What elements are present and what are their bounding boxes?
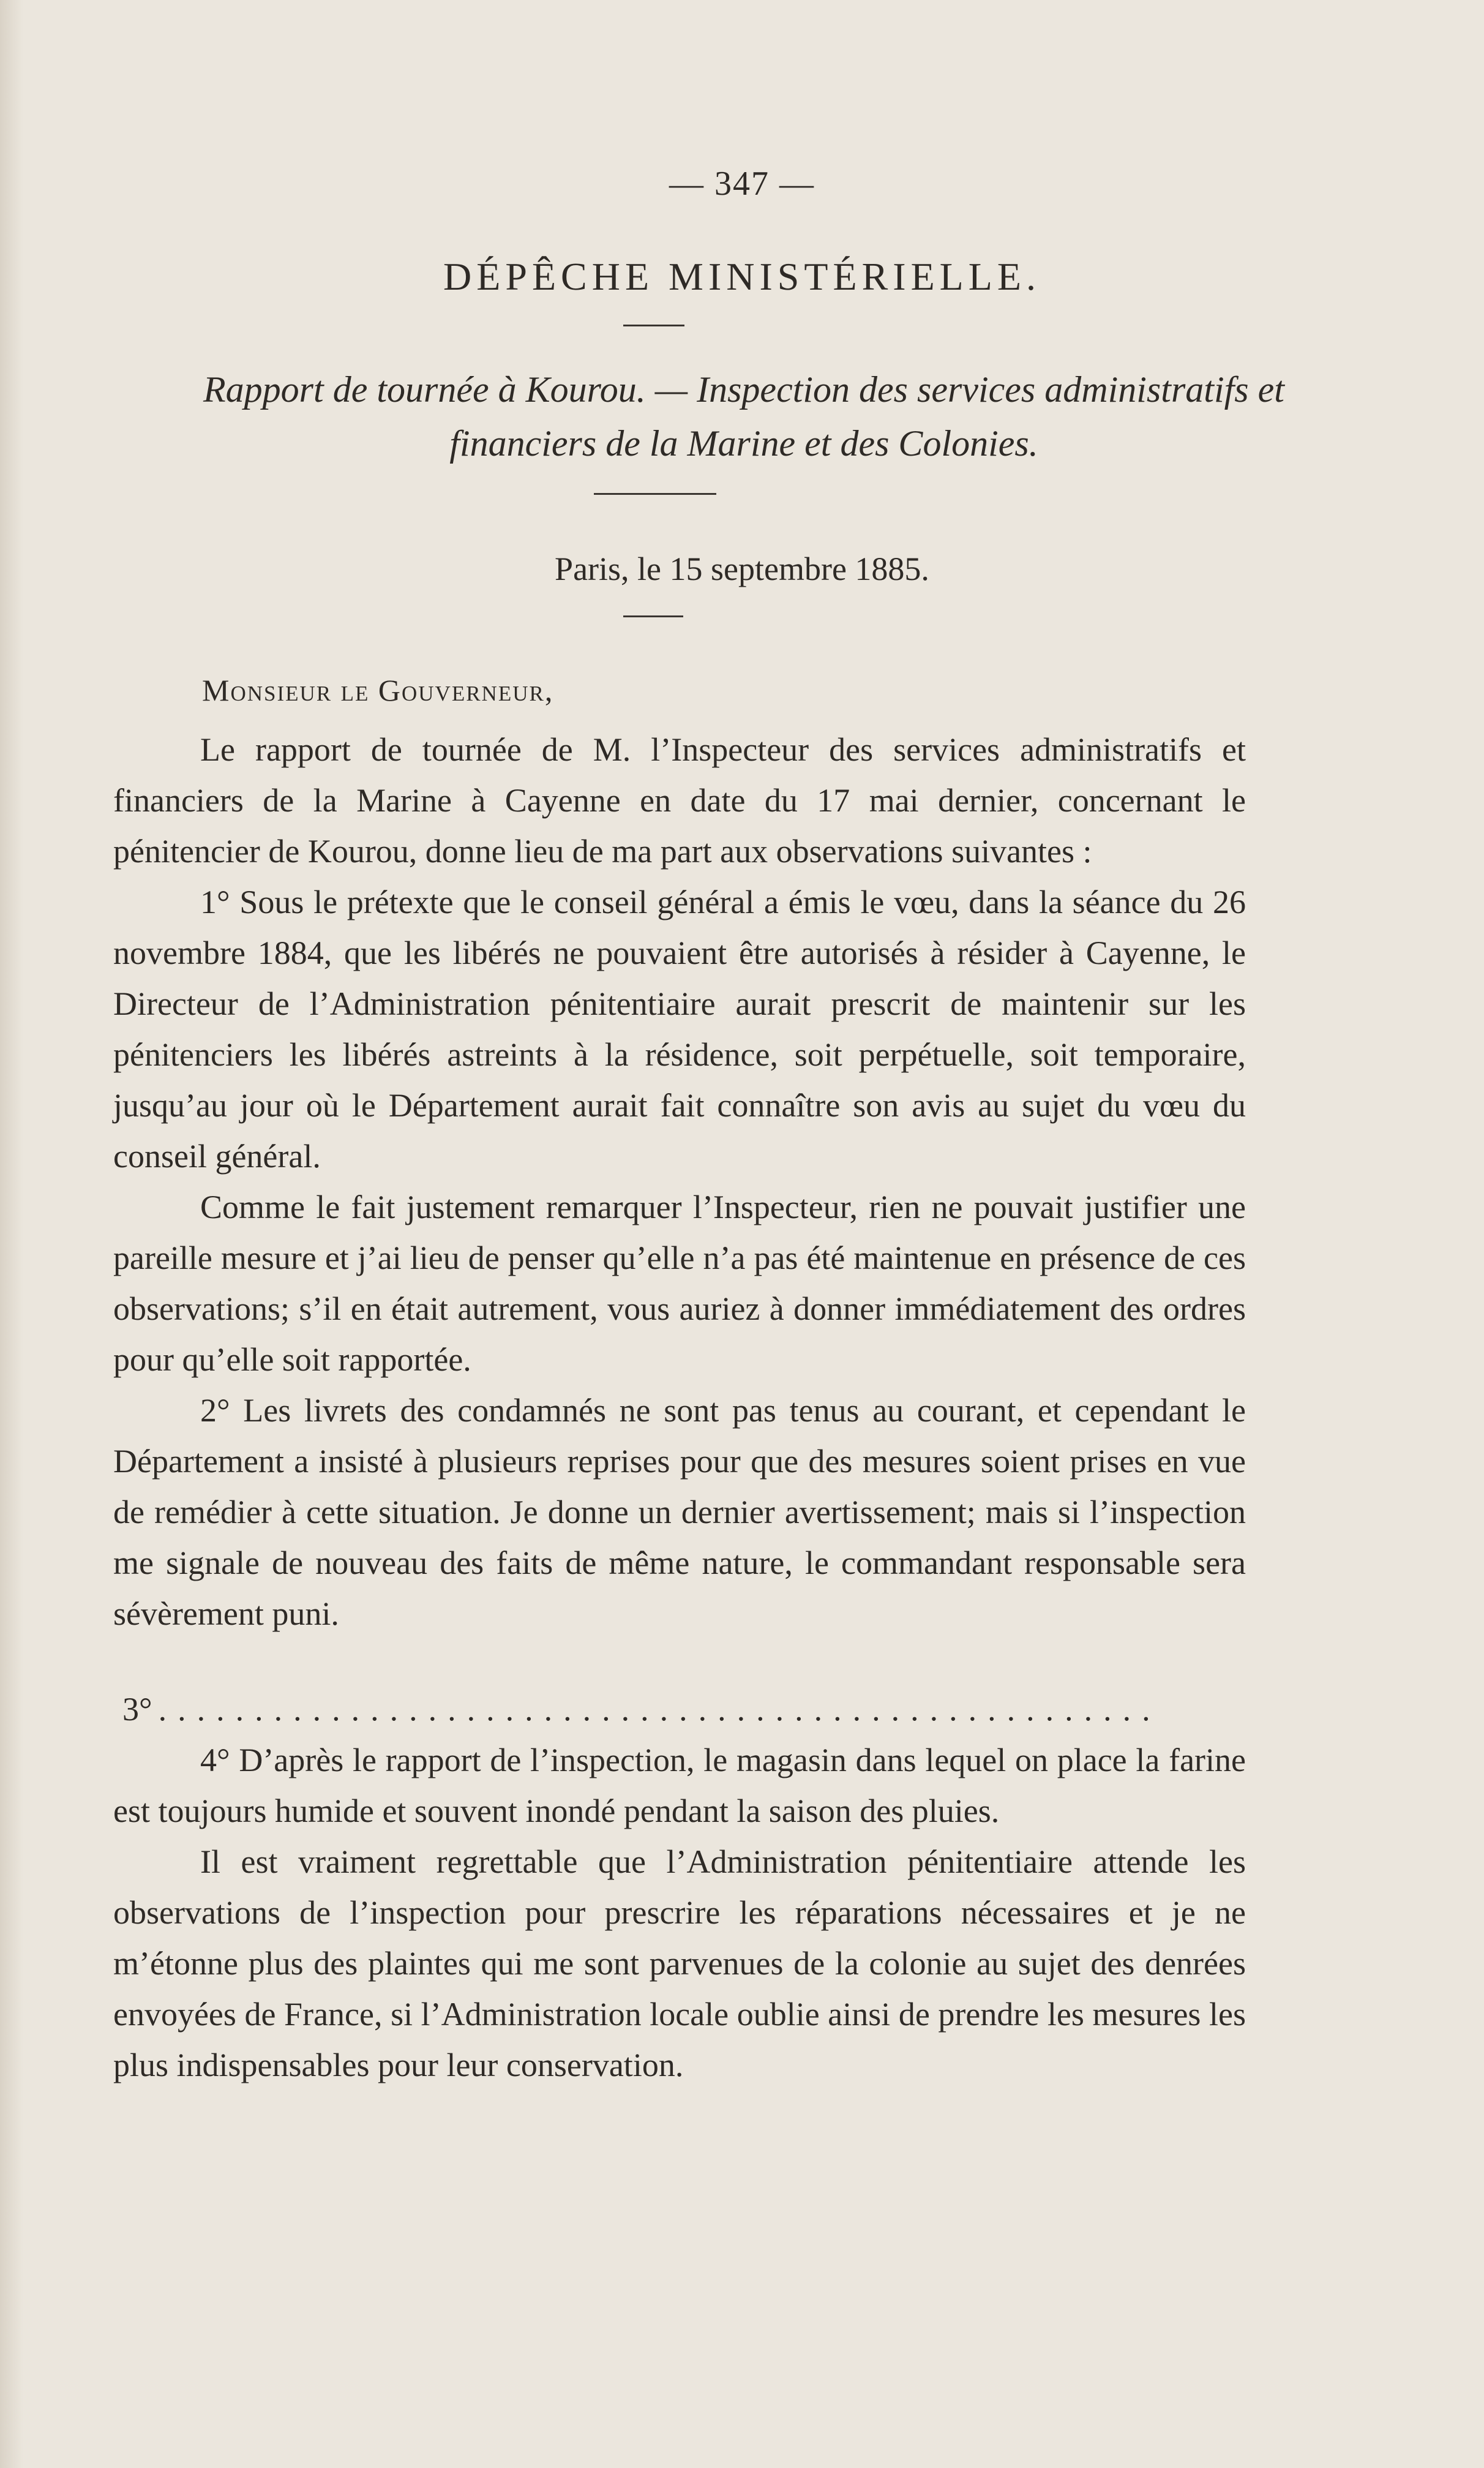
document-title: DÉPÊCHE MINISTÉRIELLE. — [443, 255, 1041, 298]
letter-body — [113, 724, 1246, 1639]
letter-body-continued — [113, 1735, 1246, 2091]
paragraph-inspector-remark: Comme le fait justement remarquer l’Inspecteur, rien ne pouvait justifier une pareille mesure et j’ai lieu de penser qu’elle n’a pas été maintenue en présence de ces observations; s’il en était autrement, vous auriez à donner immédiatement des ordres pour qu’elle soit rapportée. — [113, 1189, 1246, 1378]
dateline: Paris, le 15 septembre 1885. — [555, 551, 929, 587]
paragraph-item-1: 1° Sous le prétexte que le conseil général a émis le vœu, dans la séance du 26 novembre 1884, que les libérés ne pouvaient être autorisés à résider à Cayenne, le Directeur de l’Administration pénitentiaire aurait prescrit de maintenir sur les pénitenciers les libérés astreints à la résidence, soit perpétuelle, soit temporaire, jusqu’au jour où le Département aurait fait connaître son avis au sujet du vœu du conseil général. — [113, 884, 1246, 1175]
title-rule — [623, 325, 684, 326]
subtitle-rule — [594, 493, 716, 495]
paragraph-conclusion: Il est vraiment regrettable que l’Administration pénitentiaire attende les observations de l’inspection pour prescrire les réparations nécessaires et je ne m’étonne plus des plaintes qui me sont parvenues de la colonie au sujet des denrées envoyées de France, si l’Administration locale oublie ainsi de prendre les mesures les plus indispensables pour leur conservation. — [113, 1843, 1246, 2083]
paragraph-intro: Le rapport de tournée de M. l’Inspecteur des services administratifs et financiers de la Marine à Cayenne en date du 17 mai dernier, concernant le pénitencier de Kourou, donne lieu de ma part aux observations suivantes : — [113, 731, 1246, 870]
salutation: Monsieur le Gouverneur, — [202, 673, 554, 707]
document-subtitle: Rapport de tournée à Kourou. — Inspection des services administratifs et financiers de la Marine et des Colonies. — [203, 369, 1284, 464]
page-edge-shadow — [0, 0, 23, 2468]
dot-leader: .................................................... — [158, 1691, 1161, 1728]
omitted-item-3 — [122, 1684, 1246, 1735]
item-3-number: 3° — [122, 1691, 152, 1728]
dateline-rule — [623, 615, 683, 617]
page-number: — 347 — — [669, 165, 815, 203]
paragraph-item-2: 2° Les livrets des condamnés ne sont pas tenus au courant, et cependant le Département a insisté à plusieurs reprises pour que des mesures soient prises en vue de remédier à cette situation. Je donne un dernier avertissement; mais si l’inspection me signale de nouveau des faits de même nature, le commandant responsable sera sévèrement puni. — [113, 1392, 1246, 1632]
paragraph-item-4: 4° D’après le rapport de l’inspection, le magasin dans lequel on place la farine est toujours humide et souvent inondé pendant la saison des pluies. — [113, 1742, 1246, 1829]
